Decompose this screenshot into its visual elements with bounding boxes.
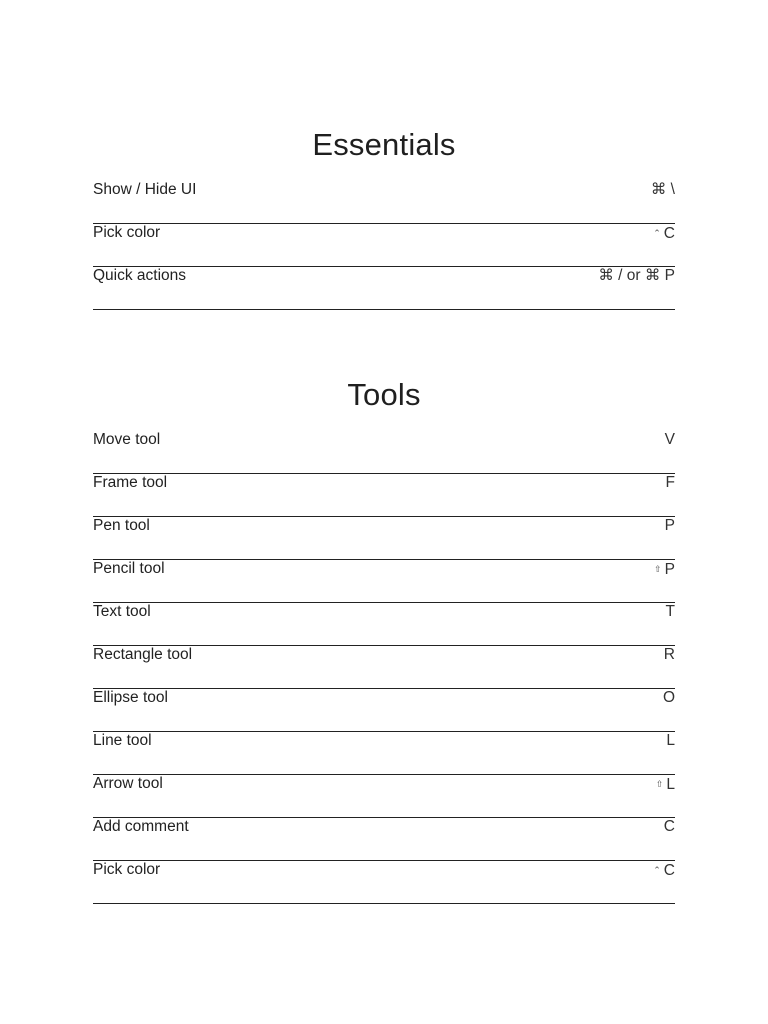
shortcut-keys [653,861,675,880]
shortcut-key: T [665,603,675,620]
shortcut-key: P [664,561,675,578]
shortcut-key: V [664,431,675,448]
shortcut-label: Move tool [93,431,161,448]
shortcut-key: O [662,689,675,706]
shortcut-row [93,560,675,603]
shortcut-key: C [663,225,675,242]
shortcut-label: Pick color [93,861,161,878]
shortcut-label: Pen tool [93,517,150,534]
section-title-essentials: Essentials [312,127,456,162]
tools-section [93,376,675,904]
shortcut-keys [656,775,675,794]
shortcut-label: Quick actions [93,267,187,284]
shortcut-row [93,603,675,646]
shortcut-row [93,224,675,267]
shortcut-key: L [666,776,675,793]
shortcut-label: Pencil tool [93,560,165,577]
shortcut-row [93,689,675,732]
shortcut-key: P [664,517,675,534]
section-title-tools: Tools [347,377,421,412]
shortcut-label: Line tool [93,732,152,749]
essentials-section [93,126,675,310]
shortcut-label: Pick color [93,224,161,241]
shortcut-row [93,646,675,689]
shortcut-key: C [663,862,675,879]
shortcut-label: Add comment [93,818,189,835]
shortcut-label: Ellipse tool [93,689,168,706]
shortcut-label: Show / Hide UI [93,181,197,198]
shortcut-key: C [663,818,675,835]
shortcut-row [93,818,675,861]
shortcut-row [93,517,675,560]
shortcut-key: F [665,474,675,491]
shortcut-row [93,861,675,904]
control-key-icon: ⌃ [653,228,661,238]
shortcut-keys: ⌘ / or ⌘ P [598,267,675,284]
shortcut-key: R [663,646,675,663]
shortcut-label: Frame tool [93,474,168,491]
essentials-list [93,181,675,310]
shortcut-label: Arrow tool [93,775,163,792]
shortcut-keys [653,224,675,243]
shortcut-row [93,267,675,310]
shortcut-row [93,732,675,775]
shortcut-key: L [666,732,675,749]
shortcut-keys [654,560,675,579]
shortcut-row [93,181,675,224]
shortcut-row [93,474,675,517]
shift-key-icon: ⇧ [655,779,664,789]
control-key-icon: ⌃ [653,865,661,875]
tools-list [93,431,675,904]
shortcut-row [93,775,675,818]
shortcut-label: Rectangle tool [93,646,193,663]
shortcut-label: Text tool [93,603,151,620]
shift-key-icon: ⇧ [654,564,662,574]
shortcut-row [93,431,675,474]
shortcut-keys: ⌘ \ [650,181,675,198]
